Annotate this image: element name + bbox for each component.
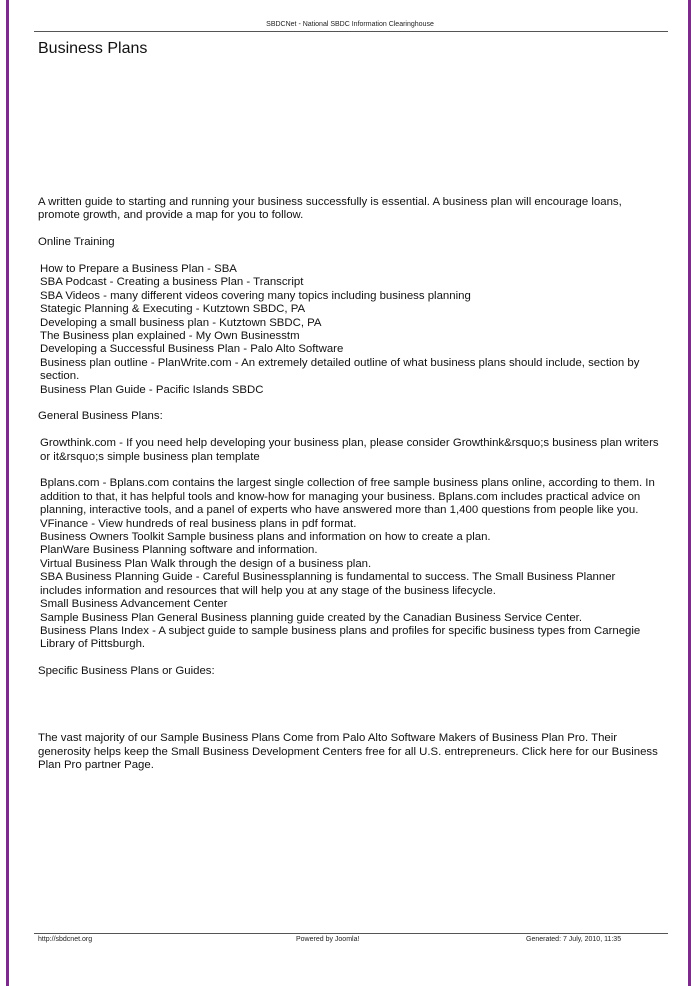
general-link-owners-toolkit[interactable]: Business Owners Toolkit Sample business plans and information on how to create a plan. [40, 531, 491, 544]
footer-site-url[interactable]: http://sbdcnet.org [38, 936, 93, 943]
training-link-strategic-planning[interactable]: Stategic Planning & Executing - Kutztown SBDC, PA [40, 303, 306, 316]
page-title: Business Plans [38, 40, 148, 57]
training-link-developing-small-plan[interactable]: Developing a small business plan - Kutztown SBDC, PA [40, 316, 322, 329]
general-link-planware[interactable]: PlanWare Business Planning software and information. [40, 544, 318, 557]
general-link-advancement-center[interactable]: Small Business Advancement Center [40, 598, 228, 611]
general-plans-heading: General Business Plans: [38, 410, 163, 423]
online-training-heading: Online Training [38, 236, 115, 249]
intro-paragraph: A written guide to starting and running your business successfully is essential. A business plan will encourage loans, promote growth, and provide a map for you to follow. [38, 196, 622, 222]
article-body [38, 196, 660, 772]
general-link-growthink[interactable]: Growthink.com - If you need help developing your business plan, please consider Growthink&rsquo;s business plan writers or it&rsquo;s simple business plan template [40, 437, 659, 463]
footer-powered-by: Powered by Joomla! [296, 936, 360, 943]
general-link-virtual-plan[interactable]: Virtual Business Plan Walk through the design of a business plan. [40, 557, 372, 570]
general-link-sample-plan[interactable]: Sample Business Plan General Business planning guide created by the Canadian Business Service Center. [40, 611, 583, 624]
header-divider [34, 31, 668, 32]
training-link-sba-prepare[interactable]: How to Prepare a Business Plan - SBA [40, 263, 237, 275]
specific-plans-heading: Specific Business Plans or Guides: [38, 665, 215, 678]
general-link-sba-guide[interactable]: SBA Business Planning Guide - Careful Businessplanning is fundamental to success. The Small Business Planner includes information and resources that will help you at any stage of the business lifecycle. [40, 571, 616, 597]
header-site-title: SBDCNet - National SBDC Information Clearinghouse [266, 21, 434, 28]
training-link-sba-podcast[interactable]: SBA Podcast - Creating a business Plan - Transcript [40, 276, 304, 289]
general-link-bplans[interactable]: Bplans.com - Bplans.com contains the largest single collection of free sample business plans online, according to them. In addition to that, it has helpful tools and know-how for managing your business. Bplans.com includes practical advice on planning, interactive tools, and a panel of experts who have answered more than 1,400 questions from people like you. [40, 477, 655, 517]
footer-generated-date: Generated: 7 July, 2010, 11:35 [526, 936, 622, 943]
training-link-sba-videos[interactable]: SBA Videos - many different videos covering many topics including business planning [40, 289, 471, 302]
training-link-plan-explained[interactable]: The Business plan explained - My Own Businesstm [40, 330, 300, 343]
footer-divider [34, 933, 668, 934]
general-link-vfinance[interactable]: VFinance - View hundreds of real business plans in pdf format. [40, 517, 357, 530]
training-link-pacific-islands[interactable]: Business Plan Guide - Pacific Islands SBDC [40, 383, 264, 396]
online-training-list [38, 263, 660, 397]
training-link-plan-outline[interactable]: Business plan outline - PlanWrite.com - An extremely detailed outline of what business plans should include, section by section. [40, 356, 640, 383]
general-link-plans-index[interactable]: Business Plans Index - A subject guide to sample business plans and profiles for specific business types from Carnegie Library of Pittsburgh. [40, 624, 641, 651]
training-link-successful-plan[interactable]: Developing a Successful Business Plan - Palo Alto Software [40, 343, 344, 356]
closing-paragraph[interactable]: The vast majority of our Sample Business Plans Come from Palo Alto Software Makers of Business Plan Pro. Their generosity helps keep the Small Business Development Centers free for all U.S. entrepreneurs. Click here for our Business Plan Pro partner Page. [38, 732, 658, 771]
